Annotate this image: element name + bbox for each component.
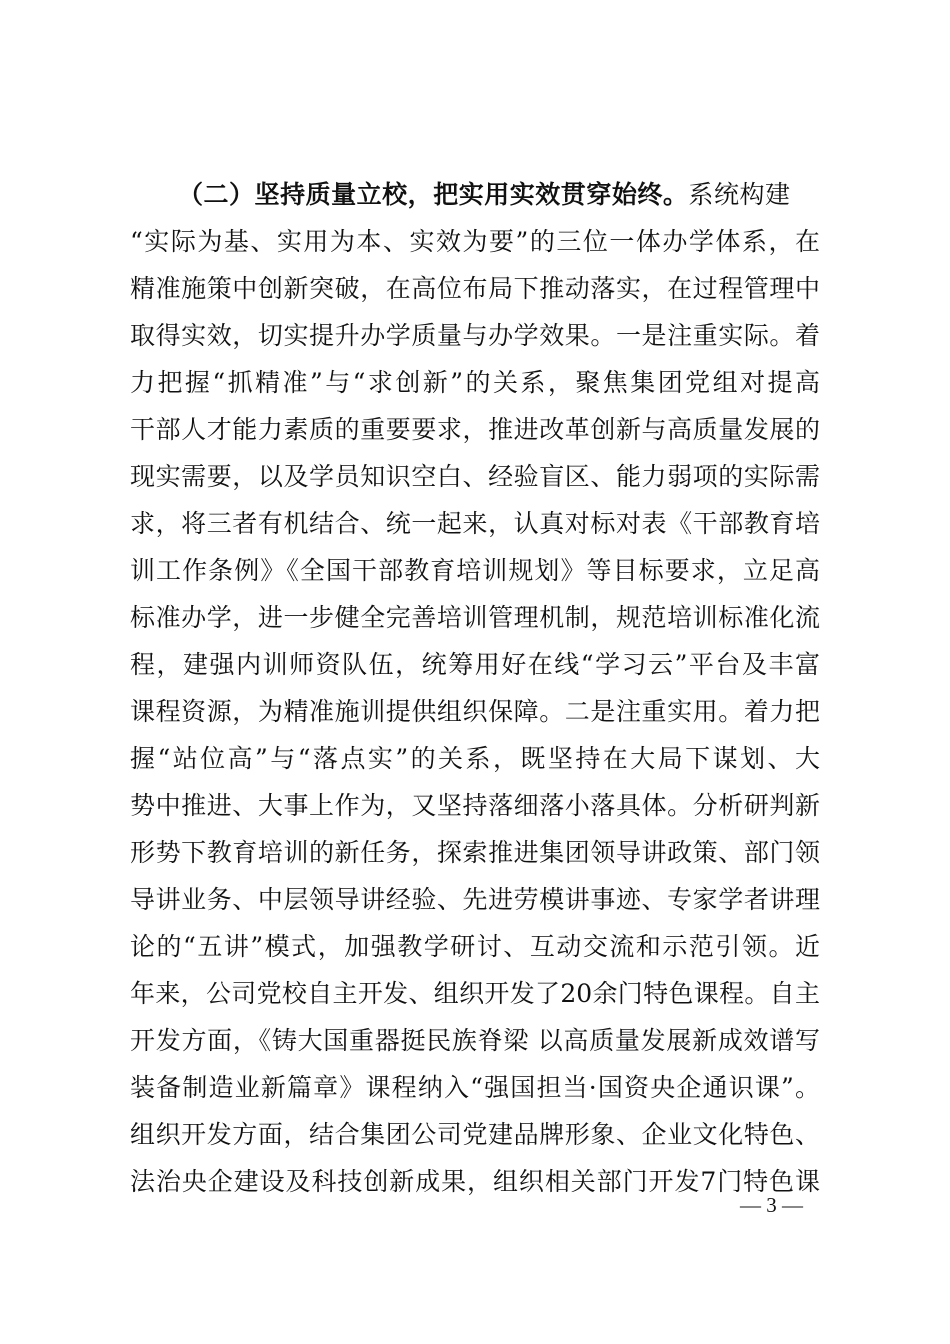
paragraph-line: 势中推进、大事上作为，又坚持落细落小落具体。分析研判新 (130, 791, 820, 820)
paragraph-line: 导讲业务、中层领导讲经验、先进劳模讲事迹、专家学者讲理 (130, 885, 820, 914)
paragraph-line: 现实需要，以及学员知识空白、经验盲区、能力弱项的实际需 (130, 462, 820, 491)
paragraph-line: 取得实效，切实提升办学质量与办学效果。一是注重实际。着 (130, 321, 820, 350)
paragraph-line: 开发方面，《铸大国重器挺民族脊梁 以高质量发展新成效谱写 (130, 1026, 820, 1055)
section-heading: （二）坚持质量立校，把实用实效贯穿始终。 (178, 180, 689, 209)
paragraph-line: 求，将三者有机结合、统一起来，认真对标对表《干部教育培 (130, 509, 820, 538)
paragraph-line: 形势下教育培训的新任务，探索推进集团领导讲政策、部门领 (130, 838, 820, 867)
page-number: — 3 — (740, 1193, 803, 1217)
paragraph-line-1 (178, 180, 790, 210)
paragraph-line: 力把握“抓精准”与“求创新”的关系，聚焦集团党组对提高 (130, 368, 820, 397)
paragraph-line: 干部人才能力素质的重要要求，推进改革创新与高质量发展的 (130, 415, 820, 444)
paragraph-line: “实际为基、实用为本、实效为要”的三位一体办学体系，在 (130, 227, 820, 256)
paragraph-line: 训工作条例》《全国干部教育培训规划》等目标要求，立足高 (130, 556, 820, 585)
paragraph-line: 程，建强内训师资队伍，统筹用好在线“学习云”平台及丰富 (130, 650, 820, 679)
paragraph-line: 课程资源，为精准施训提供组织保障。二是注重实用。着力把 (130, 697, 820, 726)
heading-continuation: 系统构建 (688, 180, 790, 209)
paragraph-line: 组织开发方面，结合集团公司党建品牌形象、企业文化特色、 (130, 1120, 820, 1149)
paragraph-line: 精准施策中创新突破，在高位布局下推动落实，在过程管理中 (130, 274, 820, 303)
paragraph-line: 装备制造业新篇章》课程纳入“强国担当·国资央企通识课”。 (130, 1073, 820, 1102)
paragraph-line: 法治央企建设及科技创新成果，组织相关部门开发7门特色课 (130, 1167, 820, 1196)
paragraph-line: 握“站位高”与“落点实”的关系，既坚持在大局下谋划、大 (130, 744, 820, 773)
paragraph-line: 论的“五讲”模式，加强教学研讨、互动交流和示范引领。近 (130, 932, 820, 961)
paragraph-line: 标准办学，进一步健全完善培训管理机制，规范培训标准化流 (130, 603, 820, 632)
paragraph-line: 年来，公司党校自主开发、组织开发了20余门特色课程。自主 (130, 979, 820, 1008)
